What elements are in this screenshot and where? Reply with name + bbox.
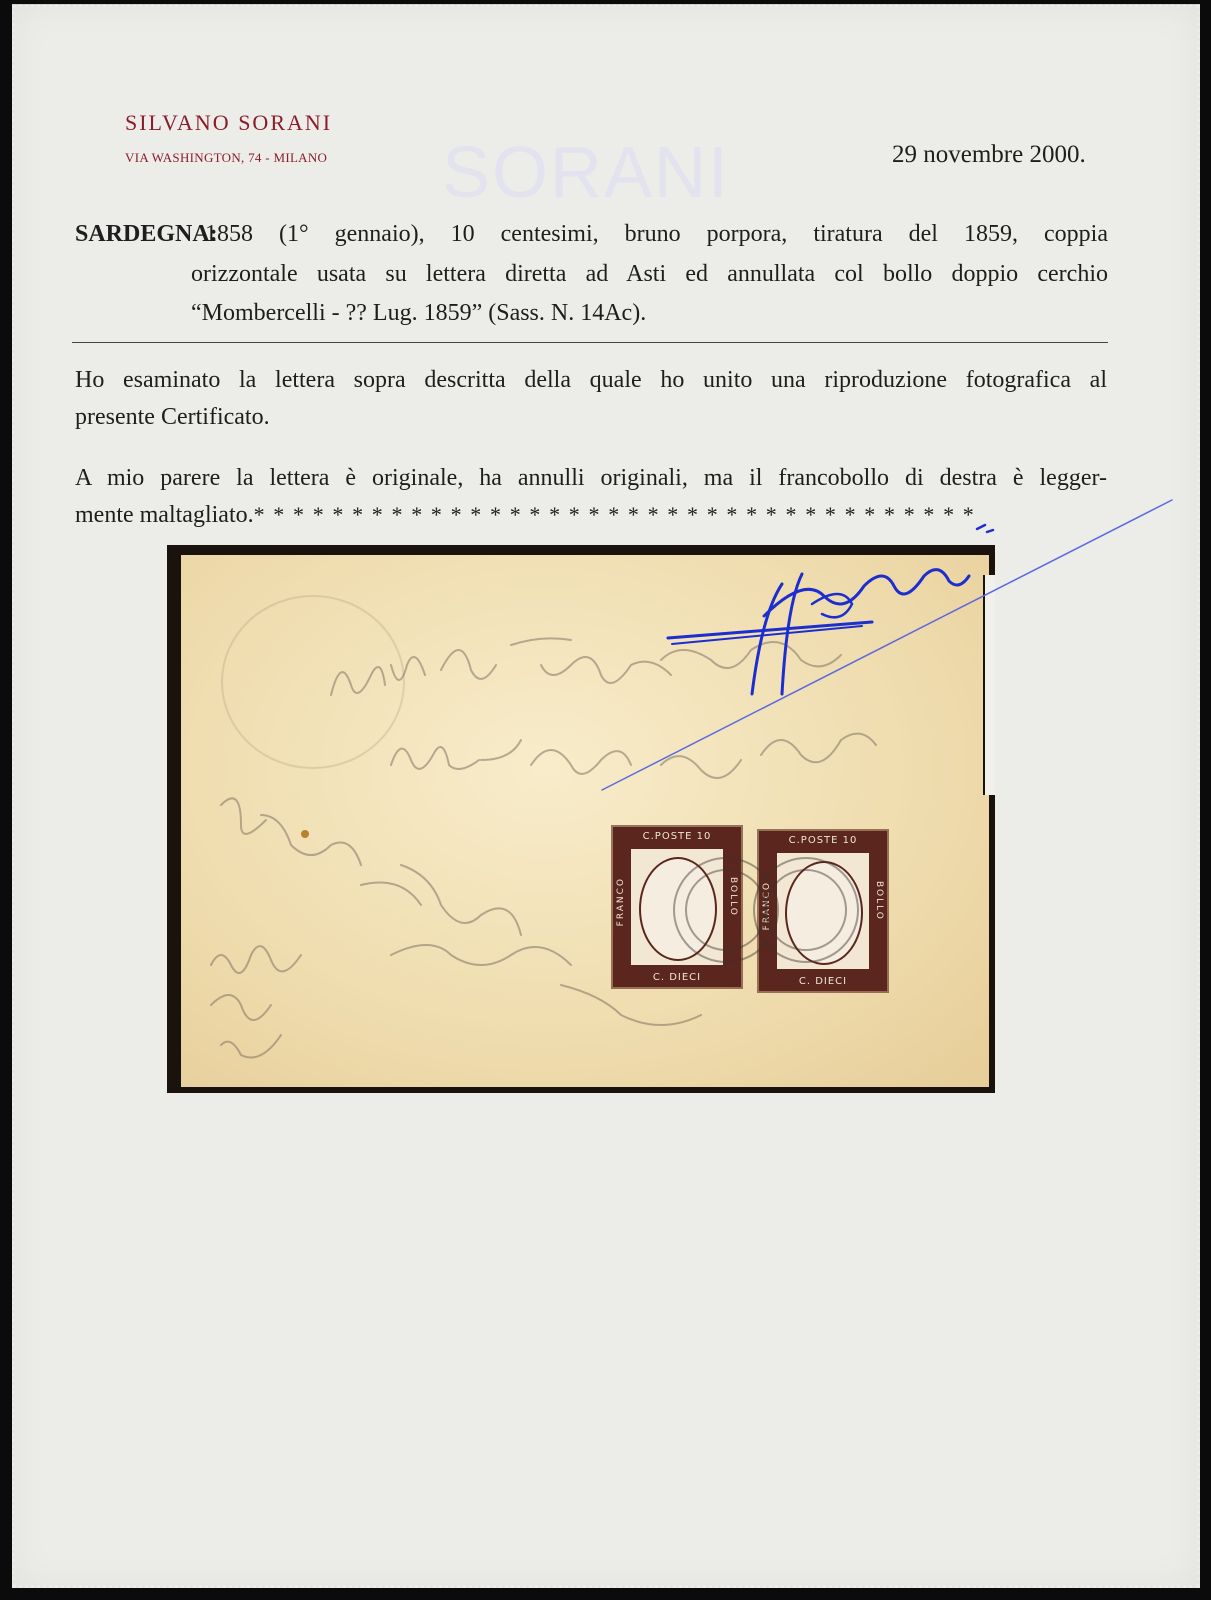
description-lead: SARDEGNA:: [75, 221, 218, 247]
description-text-1: 1858 (1° gennaio), 10 centesimi, bruno porpora, tiratura del 1859, coppia: [205, 221, 1108, 247]
stamp-top-text: C.POSTE 10: [788, 835, 858, 846]
star-fill: * * * * * * * * * * * * * * * * * * * * * * * * * * * * * * * * * * * * *: [253, 502, 976, 527]
stamp-top-text: C.POSTE 10: [642, 831, 712, 842]
paragraph-1-line-1: Ho esaminato la lettera sopra descritta della quale ho unito una riproduzione fotografica al: [75, 367, 1107, 393]
watermark: SORANI: [442, 133, 731, 213]
certificate-date: 29 novembre 2000.: [892, 141, 1086, 168]
stamp-left-text: FRANCO: [616, 877, 626, 927]
stamp-bottom-text: C. DIECI: [798, 976, 848, 987]
expert-signature: [12, 4, 1200, 1588]
description-line-2: orizzontale usata su lettera diretta ad Asti ed annullata col bollo doppio cerchio: [191, 261, 1108, 287]
certificate-sheet: [12, 4, 1200, 1588]
stamp-left-text: FRANCO: [762, 881, 772, 931]
letterhead-name: SILVANO SORANI: [125, 110, 333, 135]
description-line-3: “Mombercelli - ?? Lug. 1859” (Sass. N. 14Ac).: [191, 300, 647, 326]
paragraph-2-text: mente maltagliato.: [75, 502, 254, 528]
stamp-right-text: BOLLO: [728, 877, 738, 917]
stamp-bottom-text: C. DIECI: [652, 972, 702, 983]
letterhead-address: VIA WASHINGTON, 74 - MILANO: [125, 150, 328, 165]
paragraph-2-line-1: A mio parere la lettera è originale, ha annulli originali, ma il francobollo di destra è legger-: [75, 465, 1107, 491]
paragraph-1-line-2: presente Certificato.: [75, 404, 270, 430]
stamp-right-text: BOLLO: [874, 881, 884, 921]
